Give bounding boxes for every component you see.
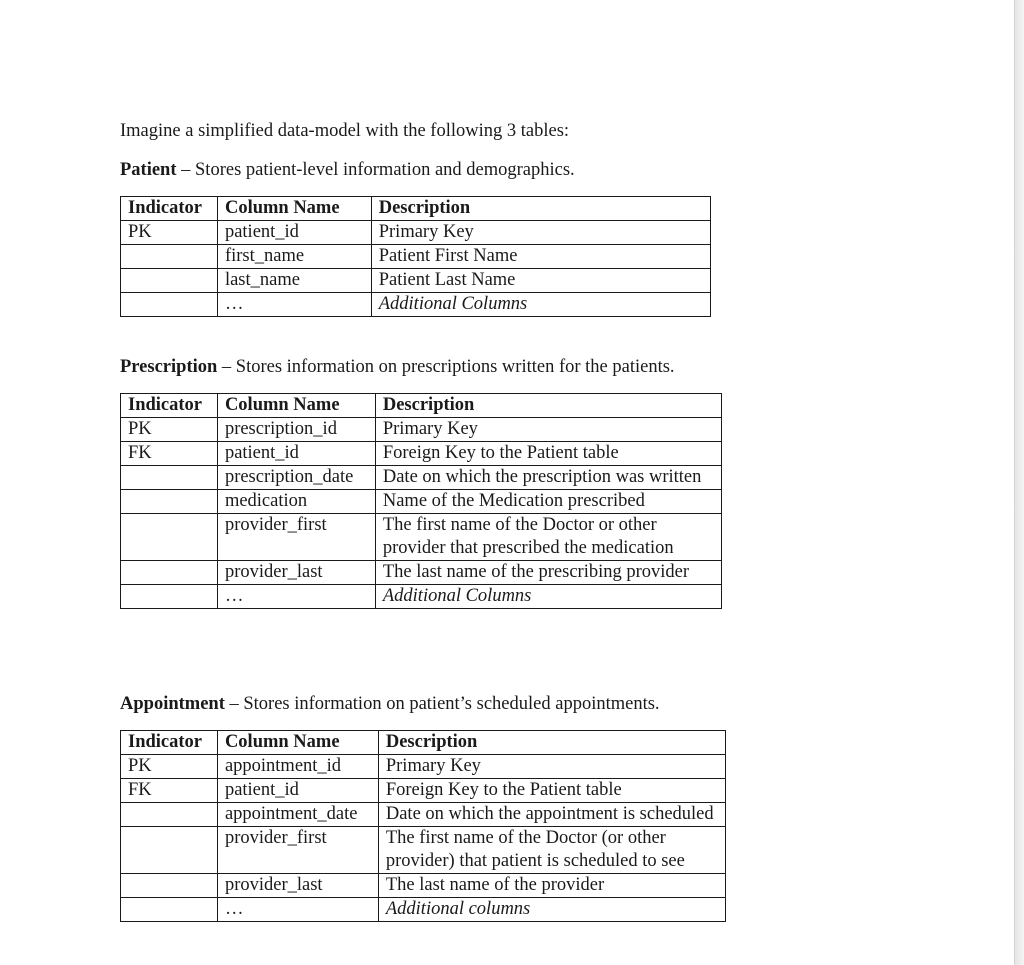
cell-indicator <box>121 827 218 874</box>
appointment-sep: – <box>224 694 244 714</box>
cell-description: The first name of the Doctor or other provider that prescribed the medication <box>375 514 721 561</box>
cell-description: Primary Key <box>371 221 710 245</box>
cell-indicator <box>121 585 218 609</box>
cell-column-name: … <box>217 293 371 317</box>
table-row <box>121 514 722 561</box>
prescription-sep: – <box>217 357 236 377</box>
header-description: Description <box>378 731 725 755</box>
cell-description: Primary Key <box>378 755 725 779</box>
table-row <box>121 221 711 245</box>
table-header-row <box>121 394 722 418</box>
cell-description: Primary Key <box>375 418 721 442</box>
cell-description: Foreign Key to the Patient table <box>378 779 725 803</box>
table-row <box>121 898 726 922</box>
cell-description: Foreign Key to the Patient table <box>375 442 721 466</box>
appointment-desc: Stores information on patient’s scheduled appointments. <box>243 694 660 714</box>
cell-column-name: medication <box>217 490 375 514</box>
header-description: Description <box>371 197 710 221</box>
table-row <box>121 561 722 585</box>
patient-table-name: Patient <box>120 160 177 180</box>
cell-column-name: appointment_id <box>217 755 378 779</box>
cell-description: Name of the Medication prescribed <box>375 490 721 514</box>
table-header-row <box>121 731 726 755</box>
table-row <box>121 874 726 898</box>
table-header-row <box>121 197 711 221</box>
cell-indicator <box>121 293 218 317</box>
page-edge <box>1014 0 1024 965</box>
cell-column-name: provider_last <box>217 561 375 585</box>
cell-indicator <box>121 514 218 561</box>
cell-column-name: prescription_date <box>217 466 375 490</box>
cell-column-name: … <box>217 898 378 922</box>
appointment-table <box>120 730 726 922</box>
cell-column-name: provider_first <box>217 514 375 561</box>
header-column-name: Column Name <box>217 731 378 755</box>
cell-indicator <box>121 490 218 514</box>
intro-text: Imagine a simplified data-model with the following 3 tables: <box>120 121 570 141</box>
patient-desc: Stores patient-level information and demographics. <box>195 160 575 180</box>
cell-indicator: PK <box>121 418 218 442</box>
cell-indicator <box>121 245 218 269</box>
cell-column-name: provider_last <box>217 874 378 898</box>
table-row <box>121 466 722 490</box>
table-row <box>121 779 726 803</box>
cell-description: Date on which the appointment is scheduled <box>378 803 725 827</box>
cell-indicator <box>121 561 218 585</box>
table-row <box>121 585 722 609</box>
prescription-desc: Stores information on prescriptions written for the patients. <box>235 357 675 377</box>
table-row <box>121 755 726 779</box>
cell-column-name: appointment_date <box>217 803 378 827</box>
cell-indicator: FK <box>121 779 218 803</box>
header-indicator: Indicator <box>121 731 218 755</box>
table-row <box>121 293 711 317</box>
table-row <box>121 827 726 874</box>
cell-indicator: FK <box>121 442 218 466</box>
cell-indicator <box>121 269 218 293</box>
cell-description: Patient Last Name <box>371 269 710 293</box>
cell-indicator: PK <box>121 221 218 245</box>
cell-column-name: first_name <box>217 245 371 269</box>
cell-description: Additional Columns <box>371 293 710 317</box>
cell-description: The last name of the provider <box>378 874 725 898</box>
cell-column-name: … <box>217 585 375 609</box>
appointment-table-name: Appointment <box>120 694 225 714</box>
table-row <box>121 418 722 442</box>
cell-description: The first name of the Doctor (or other provider) that patient is scheduled to see <box>378 827 725 874</box>
cell-indicator <box>121 803 218 827</box>
prescription-heading <box>120 356 675 378</box>
header-description: Description <box>375 394 721 418</box>
prescription-table-name: Prescription <box>120 357 218 377</box>
cell-description: Additional Columns <box>375 585 721 609</box>
cell-column-name: provider_first <box>217 827 378 874</box>
cell-description: Additional columns <box>378 898 725 922</box>
prescription-table <box>120 393 722 609</box>
table-row <box>121 245 711 269</box>
cell-column-name: patient_id <box>217 779 378 803</box>
cell-column-name: patient_id <box>217 442 375 466</box>
cell-description: Date on which the prescription was written <box>375 466 721 490</box>
table-row <box>121 442 722 466</box>
cell-description: Patient First Name <box>371 245 710 269</box>
cell-indicator <box>121 874 218 898</box>
cell-column-name: patient_id <box>217 221 371 245</box>
cell-indicator: PK <box>121 755 218 779</box>
header-indicator: Indicator <box>121 394 218 418</box>
header-column-name: Column Name <box>217 197 371 221</box>
appointment-heading <box>120 693 660 715</box>
table-row <box>121 803 726 827</box>
cell-column-name: last_name <box>217 269 371 293</box>
cell-indicator <box>121 898 218 922</box>
table-row <box>121 490 722 514</box>
patient-heading <box>120 159 575 181</box>
header-column-name: Column Name <box>217 394 375 418</box>
table-row <box>121 269 711 293</box>
patient-sep: – <box>176 160 196 180</box>
cell-description: The last name of the prescribing provider <box>375 561 721 585</box>
header-indicator: Indicator <box>121 197 218 221</box>
cell-column-name: prescription_id <box>217 418 375 442</box>
cell-indicator <box>121 466 218 490</box>
patient-table <box>120 196 711 317</box>
